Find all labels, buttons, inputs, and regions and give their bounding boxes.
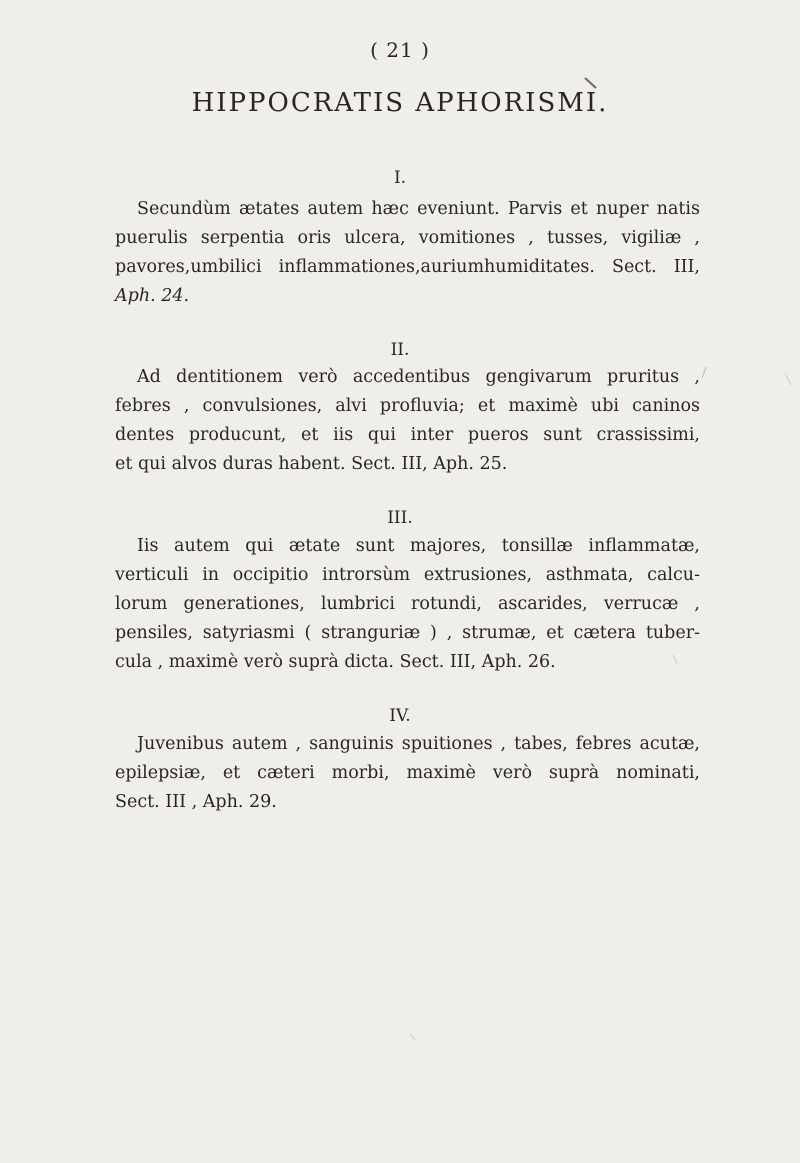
text-line: verticuli in occipitio introrsùm extrusiones, asthmata, calcu- [115, 565, 700, 585]
text-line: febres , convulsiones, alvi profluvia; et maximè ubi caninos [115, 396, 700, 416]
aphorism-numeral-3: III. [387, 508, 413, 528]
text-line: dentes producunt, et iis qui inter pueros sunt crassissimi, [115, 425, 700, 445]
aphorism-numeral-4: IV. [389, 706, 411, 726]
text-line: et qui alvos duras habent. Sect. III, Aph. 25. [115, 454, 508, 474]
speck-mark [410, 1034, 415, 1040]
speck-mark [585, 78, 596, 88]
aphorism-numeral-1: I. [393, 168, 407, 188]
page-number: ( 21 ) [370, 38, 430, 62]
text-line: Secundùm ætates autem hæc eveniunt. Parvis et nuper natis [137, 199, 700, 219]
text-line: Ad dentitionem verò accedentibus gengivarum pruritus , [137, 367, 700, 387]
page-title: HIPPOCRATIS APHORISMI. [191, 88, 609, 118]
text-line: Iis autem qui ætate sunt majores, tonsillæ inflammatæ, [137, 536, 700, 556]
text-line: Juvenibus autem , sanguinis spuitiones , tabes, febres acutæ, [137, 734, 700, 754]
speck-mark [785, 373, 791, 385]
speck-mark [702, 367, 706, 378]
text-line: Sect. III , Aph. 29. [115, 792, 277, 812]
text-line: epilepsiæ, et cæteri morbi, maximè verò suprà nominati, [115, 763, 700, 783]
text-line: pavores,umbilici inflammationes,auriumhumiditates. Sect. III, [115, 257, 700, 277]
text-line: lorum generationes, lumbrici rotundi, ascarides, verrucæ , [115, 594, 700, 614]
text-line: cula , maximè verò suprà dicta. Sect. III, Aph. 26. [115, 652, 556, 672]
text-line: puerulis serpentia oris ulcera, vomitiones , tusses, vigiliæ , [115, 228, 700, 248]
text-line: Aph. 24. [115, 286, 190, 306]
text-line: pensiles, satyriasmi ( stranguriæ ) , strumæ, et cætera tuber- [115, 623, 700, 643]
speck-mark [673, 655, 677, 663]
aphorism-numeral-2: II. [390, 340, 410, 360]
